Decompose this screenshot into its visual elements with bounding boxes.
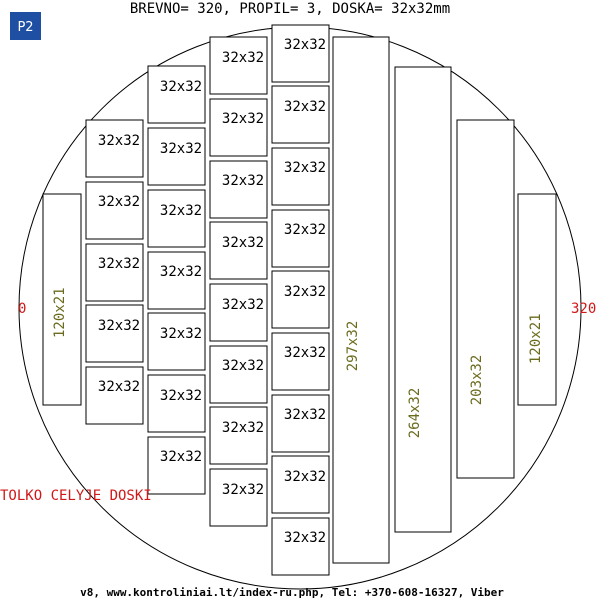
board-label: 32x32 bbox=[159, 203, 203, 219]
board-column-2 bbox=[148, 66, 205, 494]
board bbox=[272, 25, 329, 82]
board-label: 32x32 bbox=[221, 297, 265, 313]
board-label: 32x32 bbox=[97, 379, 141, 395]
board bbox=[210, 346, 267, 403]
plank-right-outer bbox=[518, 194, 556, 405]
board bbox=[210, 222, 267, 279]
board-column-4 bbox=[272, 25, 329, 575]
board bbox=[86, 120, 143, 177]
board bbox=[148, 313, 205, 370]
pattern-badge-label: P2 bbox=[17, 20, 34, 35]
plank-right-outer-label: 120x21 bbox=[528, 313, 544, 364]
board bbox=[210, 407, 267, 464]
pattern-badge bbox=[10, 12, 41, 40]
board bbox=[210, 99, 267, 156]
plank-left-outer-label: 120x21 bbox=[52, 287, 68, 338]
board-label: 32x32 bbox=[221, 482, 265, 498]
board-label: 32x32 bbox=[283, 407, 327, 423]
board-label: 32x32 bbox=[221, 235, 265, 251]
board bbox=[148, 190, 205, 247]
plank-col-2 bbox=[395, 67, 451, 532]
board-label: 32x32 bbox=[283, 345, 327, 361]
board-label: 32x32 bbox=[283, 530, 327, 546]
board-label: 32x32 bbox=[159, 264, 203, 280]
board bbox=[272, 395, 329, 452]
board bbox=[148, 128, 205, 185]
board bbox=[86, 305, 143, 362]
board bbox=[272, 148, 329, 205]
board-label: 32x32 bbox=[283, 469, 327, 485]
board bbox=[272, 456, 329, 513]
board-label: 32x32 bbox=[221, 358, 265, 374]
axis-left-label: 0 bbox=[18, 301, 27, 317]
board-label: 32x32 bbox=[159, 326, 203, 342]
plank-col-1-label: 297x32 bbox=[345, 320, 361, 372]
board-label: 32x32 bbox=[221, 420, 265, 436]
board-label: 32x32 bbox=[97, 318, 141, 334]
plank-col-3-label: 203x32 bbox=[469, 354, 485, 406]
board bbox=[272, 518, 329, 575]
board-label: 32x32 bbox=[221, 111, 265, 127]
board bbox=[148, 437, 205, 494]
board bbox=[148, 375, 205, 432]
board-label: 32x32 bbox=[97, 256, 141, 272]
board bbox=[272, 210, 329, 267]
board-label: 32x32 bbox=[97, 194, 141, 210]
board-label: 32x32 bbox=[97, 133, 141, 149]
board-label: 32x32 bbox=[159, 449, 203, 465]
board-label: 32x32 bbox=[159, 79, 203, 95]
board bbox=[210, 161, 267, 218]
board bbox=[86, 367, 143, 424]
board-label: 32x32 bbox=[221, 173, 265, 189]
board-label: 32x32 bbox=[159, 141, 203, 157]
footer-text: v8, www.kontroliniai.lt/index-ru.php, Tel: +370-608-16327, Viber bbox=[80, 586, 504, 599]
board bbox=[272, 86, 329, 143]
board-label: 32x32 bbox=[283, 222, 327, 238]
board-label: 32x32 bbox=[283, 99, 327, 115]
board bbox=[210, 284, 267, 341]
board bbox=[272, 333, 329, 390]
warning-text: TOLKO CELYJE DOSKI bbox=[0, 488, 152, 504]
board-column-3 bbox=[210, 37, 267, 526]
plank-col-3 bbox=[457, 120, 514, 478]
board-label: 32x32 bbox=[283, 160, 327, 176]
plank-col-1 bbox=[333, 37, 389, 563]
board bbox=[148, 252, 205, 309]
board bbox=[86, 244, 143, 301]
board bbox=[86, 182, 143, 239]
plank-left-outer bbox=[43, 194, 81, 405]
board-column-1 bbox=[86, 120, 143, 424]
axis-right-label: 320 bbox=[571, 301, 597, 317]
header-title: BREVNO= 320, PROPIL= 3, DOSKA= 32x32mm bbox=[129, 1, 451, 17]
board bbox=[210, 469, 267, 526]
board bbox=[148, 66, 205, 123]
board-label: 32x32 bbox=[159, 388, 203, 404]
board-label: 32x32 bbox=[221, 50, 265, 66]
board bbox=[272, 271, 329, 328]
board bbox=[210, 37, 267, 94]
board-label: 32x32 bbox=[283, 284, 327, 300]
plank-col-2-label: 264x32 bbox=[407, 387, 423, 439]
board-label: 32x32 bbox=[283, 37, 327, 53]
